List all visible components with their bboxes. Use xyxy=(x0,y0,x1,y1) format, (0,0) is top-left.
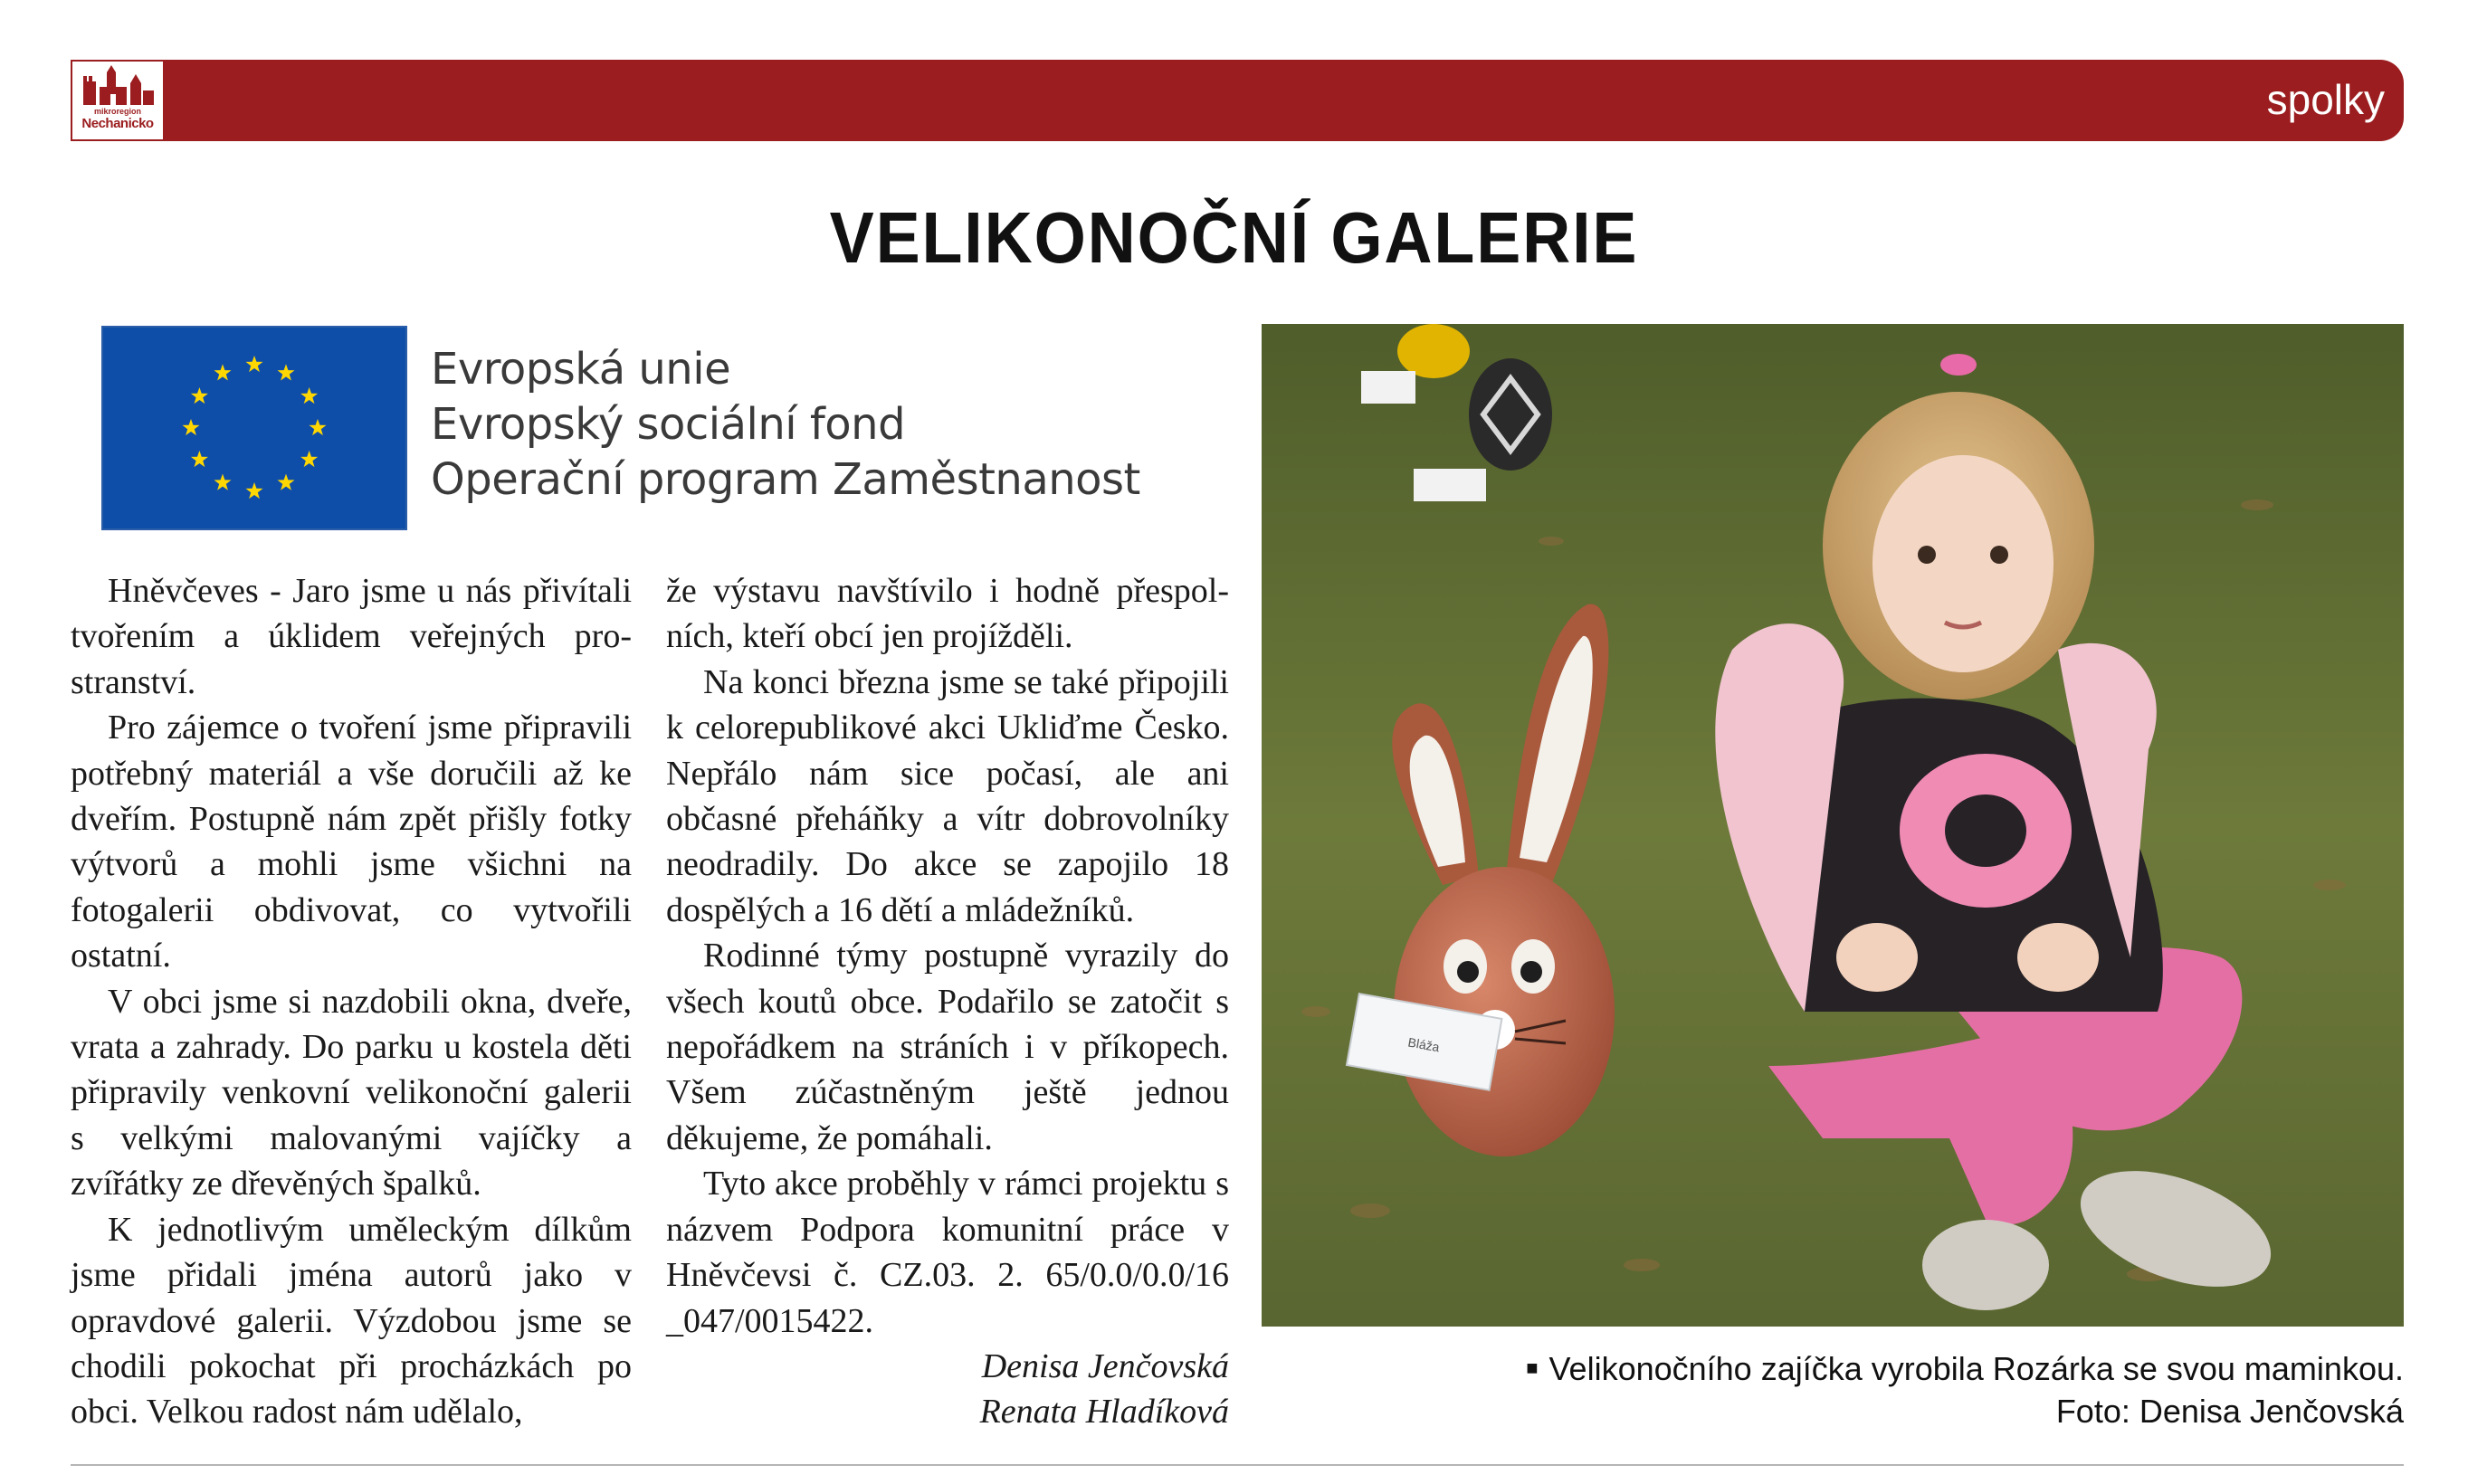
caption-text: Velikonočního zajíčka vyrobila Rozárka se svou maminkou. xyxy=(1548,1350,2404,1387)
article-column-2 xyxy=(666,568,1229,1435)
eu-star xyxy=(278,364,295,380)
section-label: spolky xyxy=(2266,76,2385,123)
eu-star xyxy=(300,451,318,467)
author-signature: Renata Hladíková xyxy=(979,1393,1229,1432)
article-column-1 xyxy=(71,568,632,1435)
bullet-icon: ■ xyxy=(1526,1356,1539,1379)
mikroregion-logo xyxy=(71,60,165,141)
article-title: VELIKONOČNÍ GALERIE xyxy=(829,197,1639,278)
eu-star xyxy=(278,474,295,490)
logo-subtitle: mikroregion xyxy=(93,107,141,116)
eu-star xyxy=(246,482,263,499)
section-header-bar xyxy=(71,60,2404,141)
name-card-label: Bláža xyxy=(1406,1034,1441,1055)
author-signature: Denisa Jenčovská xyxy=(981,1346,1229,1385)
eu-star xyxy=(191,451,208,467)
eu-line-1: Evropská unie xyxy=(431,344,731,395)
eu-logo-text xyxy=(431,342,1140,508)
eu-star xyxy=(214,364,232,380)
eu-star xyxy=(183,419,200,435)
eu-line-3: Operační program Zaměstnanost xyxy=(431,454,1140,505)
paragraph: Hněvčeves - Jaro jsme u nás přivítali tvořením a úklidem veřejných prostranství. xyxy=(71,572,632,701)
article-photo xyxy=(1262,324,2404,1327)
paragraph: Na konci března jsme se také připojili k celorepublikové akci Ukliďme Česko. Nepřálo nám sice počasí, ale ani občasné přeháňky a vítr dobrovolníky neodradily. Do akce se zapojilo 18 dospělých a 16 dětí a mládežníků. xyxy=(666,662,1229,929)
eu-flag-icon xyxy=(101,326,407,530)
photo-caption xyxy=(1526,1346,2404,1432)
eu-star xyxy=(246,356,263,372)
paragraph: V obci jsme si nazdobili okna, dveře, vrata a zahrady. Do parku u kostela děti připravily venkovní velikonoční galerii s velkými malovanými vajíčky a zvířátky ze dřevěných špalků. xyxy=(71,982,632,1203)
eu-star xyxy=(214,474,232,490)
paragraph: že výstavu navštívilo i hodně přespolních, kteří obcí jen projížděli. xyxy=(666,572,1229,656)
photo-credit: Foto: Denisa Jenčovská xyxy=(2055,1393,2404,1430)
eu-star xyxy=(310,419,327,435)
eu-star xyxy=(300,387,318,404)
paragraph: Rodinné týmy postupně vyrazily do všech koutů obce. Podařilo se zatočit s nepořádkem na stráních i v příkopech. Všem zúčastněným ještě jednou děkujeme, že pomáhali. xyxy=(666,937,1229,1157)
paragraph: Pro zájemce o tvoření jsme připravili potřebný materiál a vše doručili až ke dveřím. Postupně nám zpět přišly fotky výtvorů a mohli jsme všichni na fotogalerii obdivovat, co vytvořili ostatní. xyxy=(71,709,632,975)
castle-icon xyxy=(80,65,157,107)
paragraph: K jednotlivým uměleckým dílkům jsme přidali jména autorů jako v opravdové galerii. Výzdobou jsme se chodili pokochat při procházkách po obci. Velkou radost nám udělalo, xyxy=(71,1210,632,1432)
bottom-divider xyxy=(71,1464,2404,1466)
paragraph: Tyto akce proběhly v rámci projektu s názvem Podpora komunitní práce v Hněvčevsi č. CZ.03. 2. 65/0.0/0.0/16 _047/0015422. xyxy=(666,1165,1229,1340)
eu-line-2: Evropský sociální fond xyxy=(431,399,906,450)
eu-star xyxy=(191,387,208,404)
logo-title: Nechanicko xyxy=(81,116,154,131)
